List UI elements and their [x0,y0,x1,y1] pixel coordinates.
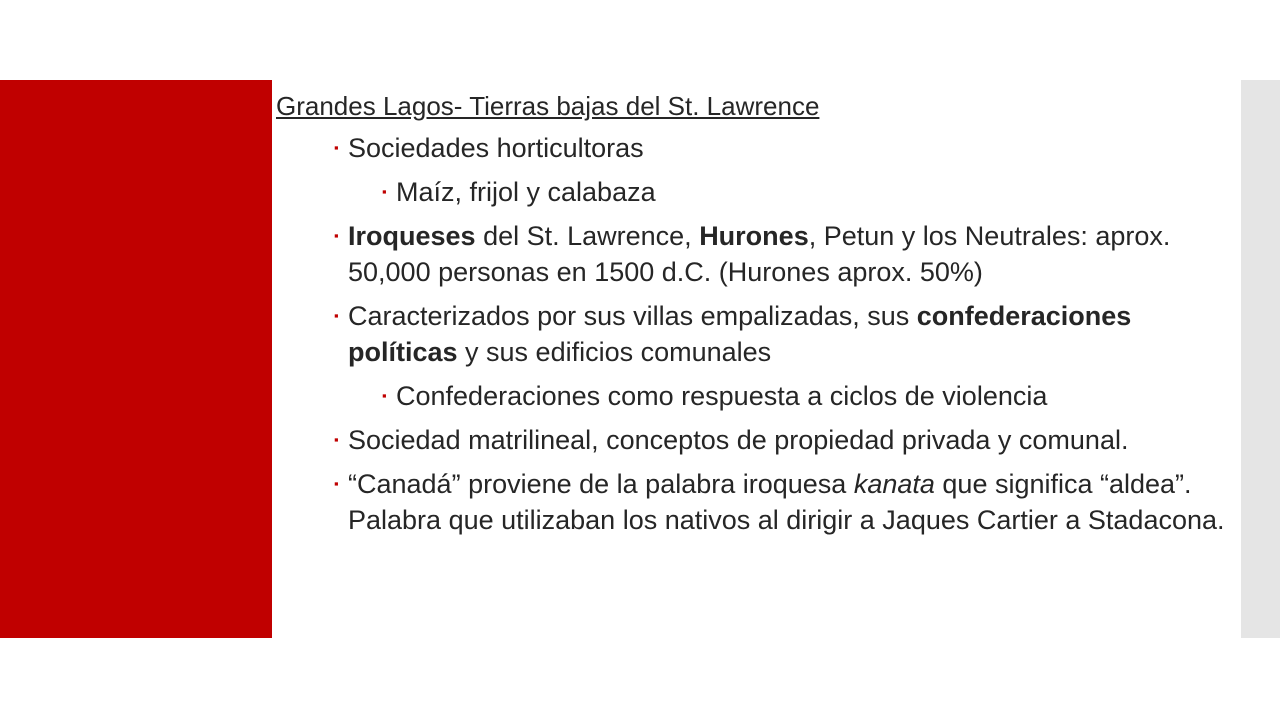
bullet-icon: ▪ [334,476,339,491]
sub-bullet-item [276,174,1238,210]
bullet-text: y sus edificios comunales [457,337,772,367]
bullet-item [276,130,1238,166]
bullet-list [276,130,1238,538]
sub-bullet-item [276,378,1238,414]
bullet-item [276,466,1238,538]
bullet-text: Confederaciones como respuesta a ciclos de violencia [396,381,1048,411]
bold-text: Hurones [699,221,809,251]
grey-side-bar [1241,80,1280,638]
slide-heading: Grandes Lagos- Tierras bajas del St. Lawrence [276,91,820,121]
bullet-item [276,298,1238,370]
bullet-text: , Petun y los Neutrales: aprox. 50,000 personas en 1500 d.C. (Hurones aprox. 50%) [348,221,1171,287]
bullet-item [276,218,1238,290]
bullet-text: Sociedad matrilineal, conceptos de propiedad privada y comunal. [348,425,1129,455]
bullet-text: Caracterizados por sus villas empalizadas, sus [348,301,917,331]
italic-text: kanata [853,469,935,499]
bullet-text: del St. Lawrence, [475,221,700,251]
bold-text: Iroqueses [348,221,476,251]
bullet-text: Sociedades horticultoras [348,133,644,163]
bullet-text: que significa “aldea”. Palabra que utilizaban los nativos al dirigir a Jaques Cartier a Stadacona. [348,469,1225,535]
bullet-text: “Canadá” proviene de la palabra iroquesa [348,469,854,499]
bullet-icon: ▪ [382,388,387,403]
bullet-icon: ▪ [334,228,339,243]
red-accent-band [0,80,272,638]
bullet-item [276,422,1238,458]
slide-content [276,88,1238,546]
bold-text: confederaciones políticas [348,301,1132,367]
bullet-icon: ▪ [334,432,339,447]
bullet-icon: ▪ [382,184,387,199]
bullet-text: Maíz, frijol y calabaza [396,177,656,207]
bullet-icon: ▪ [334,308,339,323]
bullet-icon: ▪ [334,140,339,155]
